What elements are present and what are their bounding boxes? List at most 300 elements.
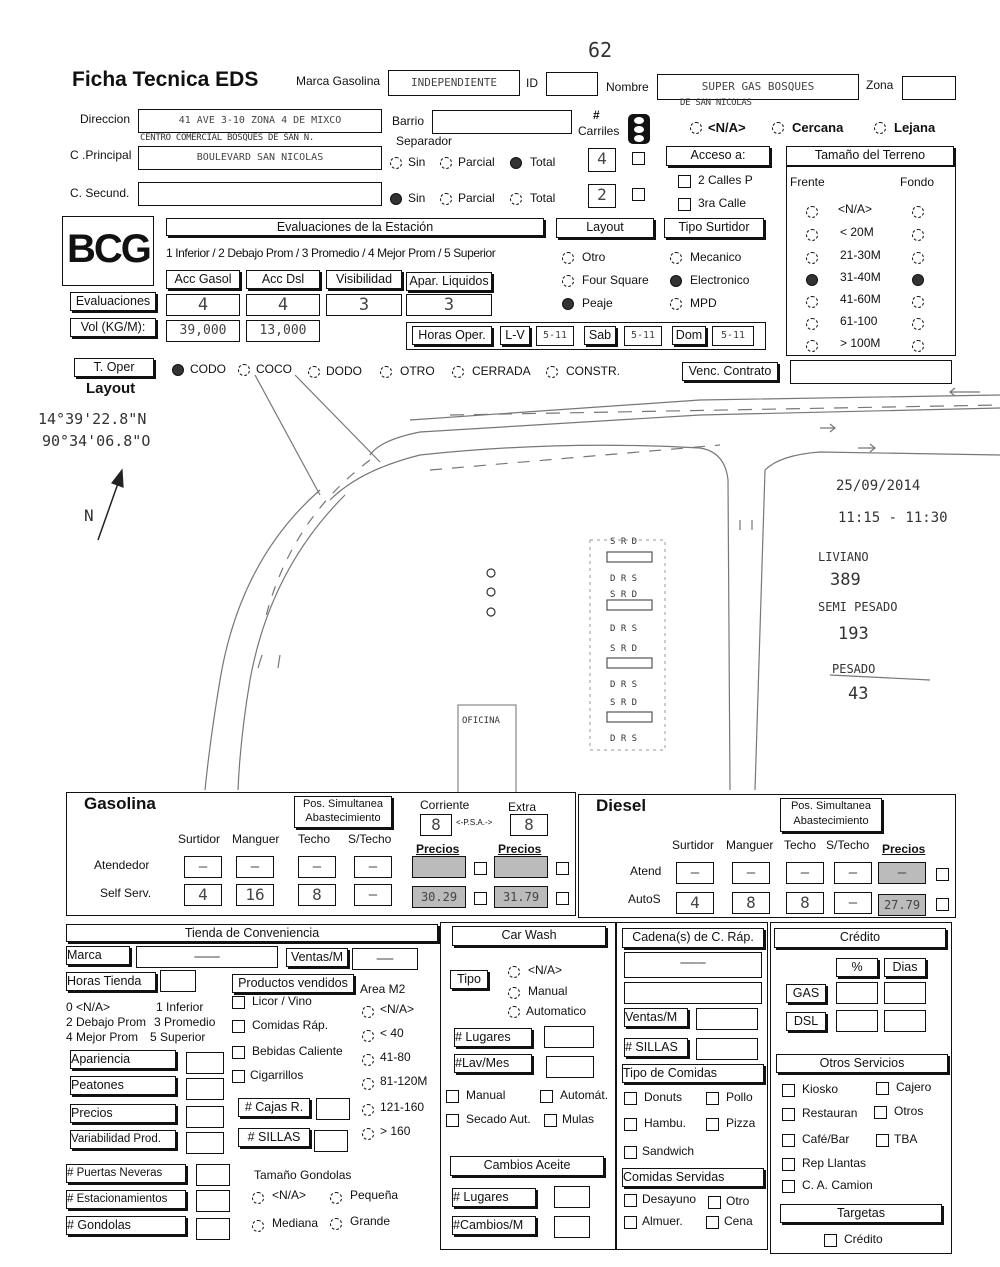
- self-precio-extra[interactable]: 31.79: [494, 886, 548, 908]
- credito-gas-label: GAS: [786, 984, 826, 1003]
- dsl-atend-manguer[interactable]: —: [732, 862, 770, 884]
- gasolina-pos-label: Pos. Simultanea Abastecimiento: [294, 796, 392, 828]
- horas-lv-field[interactable]: 5-11: [536, 326, 574, 346]
- estacionamientos-label: # Estacionamientos: [66, 1190, 186, 1209]
- layout-header: Layout: [556, 218, 654, 238]
- area-160plus-radio[interactable]: [362, 1128, 374, 1140]
- toper-otro-radio[interactable]: [380, 366, 392, 378]
- tamano-label: Tamaño Gondolas: [254, 1168, 352, 1182]
- evaluaciones-header: Evaluaciones de la Estación: [166, 218, 544, 236]
- servida-otro-checkbox[interactable]: [708, 1196, 721, 1209]
- servicio-otros-checkbox[interactable]: [874, 1106, 887, 1119]
- rating-precios-field[interactable]: [186, 1106, 224, 1128]
- corriente-field[interactable]: 8: [420, 814, 452, 836]
- acceso-2calles-checkbox[interactable]: [678, 175, 691, 188]
- servicio-camion-label: C. A. Camion: [802, 1178, 873, 1192]
- tamano-mediana-radio[interactable]: [252, 1220, 264, 1232]
- page-number: 62: [588, 38, 613, 62]
- toper-dodo-label: DODO: [326, 364, 362, 378]
- cadena-sillas-field[interactable]: [696, 1038, 758, 1060]
- atendedor-label: Atendedor: [94, 858, 150, 872]
- toper-codo-label: CODO: [190, 362, 226, 376]
- terreno-opt-1: < 20M: [840, 225, 874, 239]
- proximity-na-radio[interactable]: [690, 122, 702, 134]
- dsl-autos-techo[interactable]: 8: [786, 892, 824, 914]
- area-label: Area M2: [360, 982, 406, 996]
- carwash-lavmes-field[interactable]: [546, 1056, 594, 1078]
- atendedor-precio-corriente[interactable]: [412, 856, 466, 878]
- frente-40-radio[interactable]: [806, 274, 818, 286]
- vol-dsl[interactable]: 13,000: [246, 320, 320, 342]
- terreno-opt-5: 61-100: [840, 314, 878, 328]
- horas-dom-label: Dom: [672, 326, 706, 345]
- barrio-label: Barrio: [392, 114, 425, 128]
- producto-comidas-label: Comidas Ráp.: [252, 1018, 329, 1032]
- horas-label: Horas Oper.: [412, 326, 492, 345]
- direccion-line2: CENTRO COMERCIAL BOSQUES DE SAN N.: [140, 133, 315, 143]
- principal-sin-radio[interactable]: [390, 157, 402, 169]
- principal-total-label: Total: [530, 155, 556, 169]
- terreno-opt-2: 21-30M: [840, 248, 881, 262]
- bcg-logo: BCG: [67, 227, 150, 271]
- carwash-auto-radio[interactable]: [508, 1006, 520, 1018]
- carwash-manual-label: Manual: [528, 984, 568, 998]
- comida-pollo-label: Pollo: [726, 1090, 753, 1104]
- coord-lat: 14°39'22.8"N: [38, 410, 147, 428]
- pump-label: D R S: [610, 574, 638, 584]
- producto-bebidas-checkbox[interactable]: [232, 1046, 245, 1059]
- liviano-count: 389: [830, 570, 861, 590]
- pesado-count: 43: [848, 684, 869, 704]
- servida-desayuno-label: Desayuno: [642, 1192, 697, 1206]
- tienda-header: Tienda de Conveniencia: [66, 924, 438, 942]
- servida-cena-checkbox[interactable]: [706, 1216, 719, 1229]
- atendedor-surtidor[interactable]: —: [184, 856, 222, 878]
- servicio-camion-checkbox[interactable]: [782, 1180, 795, 1193]
- layout-peaje-radio[interactable]: [562, 298, 574, 310]
- horas-dom-field[interactable]: 5-11: [712, 326, 754, 346]
- secund-separador-checkbox[interactable]: [632, 188, 645, 201]
- area-80-label: 41-80: [380, 1050, 411, 1064]
- fondo-100-radio[interactable]: [912, 318, 924, 330]
- servida-desayuno-checkbox[interactable]: [624, 1194, 637, 1207]
- vol-gasol[interactable]: 39,000: [166, 320, 240, 342]
- tienda-sillas-field[interactable]: [314, 1130, 348, 1152]
- pump-label: D R S: [610, 680, 638, 690]
- layout-foursquare-radio[interactable]: [562, 275, 574, 287]
- gondolas-label: # Gondolas: [66, 1216, 186, 1235]
- col-acc-dsl: Acc Dsl: [246, 270, 320, 289]
- carwash-auto-label: Automatico: [526, 1004, 587, 1018]
- tamano-mediana-label: Mediana: [272, 1216, 319, 1230]
- traffic-light-icon: [628, 114, 650, 144]
- zona-field[interactable]: [902, 76, 956, 100]
- dsl-autos-checkbox[interactable]: [936, 898, 949, 911]
- scale-3: 3 Promedio: [154, 1015, 216, 1029]
- marca-label: Marca Gasolina: [296, 74, 381, 88]
- frente-100plus-radio[interactable]: [806, 340, 818, 352]
- surtidor-mpd-label: MPD: [690, 296, 717, 310]
- carwash-automat-checkbox[interactable]: [540, 1090, 553, 1103]
- pump-label: S R D: [610, 644, 638, 654]
- tamano-grande-radio[interactable]: [330, 1218, 342, 1230]
- atendedor-extra-checkbox[interactable]: [556, 862, 569, 875]
- direccion-label: Direccion: [80, 112, 131, 126]
- carwash-tipo-label: Tipo: [450, 970, 488, 989]
- productos-label: Productos vendidos: [232, 974, 354, 993]
- surtidor-mecanico-radio[interactable]: [670, 252, 682, 264]
- zona-label: Zona: [866, 78, 894, 92]
- fondo-40-radio[interactable]: [912, 274, 924, 286]
- cadena-ventas-label: Ventas/M: [624, 1008, 688, 1027]
- surtidor-electronico-radio[interactable]: [670, 275, 682, 287]
- dsl-precios: Precios: [882, 842, 926, 856]
- marca-field[interactable]: INDEPENDIENTE: [388, 70, 520, 96]
- atendedor-manguer[interactable]: —: [236, 856, 274, 878]
- acceso-3ra-label: 3ra Calle: [698, 196, 747, 210]
- atend-label: Atend: [630, 864, 662, 878]
- tamano-pequena-label: Pequeña: [350, 1188, 399, 1202]
- dsl-col-stecho: S/Techo: [826, 838, 870, 852]
- area-80-radio[interactable]: [362, 1054, 374, 1066]
- col-apar-liquidos: Apar. Liquidos: [406, 272, 492, 291]
- cambios-m-field[interactable]: [554, 1216, 590, 1238]
- secund-parcial-radio[interactable]: [440, 193, 452, 205]
- gasolina-title: Gasolina: [84, 794, 156, 813]
- gas-precios-2: Precios: [498, 842, 542, 856]
- proximity-cercana-radio[interactable]: [772, 122, 784, 134]
- rating-apariencia-field[interactable]: [186, 1052, 224, 1074]
- carwash-mulas-label: Mulas: [562, 1112, 595, 1126]
- carwash-lugares-field[interactable]: [544, 1026, 594, 1048]
- terreno-fondo: Fondo: [900, 175, 935, 189]
- toper-coco-label: COCO: [256, 362, 292, 376]
- toper-constr-radio[interactable]: [546, 366, 558, 378]
- nombre-label: Nombre: [606, 80, 649, 94]
- servida-cena-label: Cena: [724, 1214, 753, 1228]
- cadena-header: Cadena(s) de C. Ráp.: [622, 928, 764, 948]
- pump-label: S R D: [610, 698, 638, 708]
- nombre-field[interactable]: SUPER GAS BOSQUES: [657, 74, 859, 100]
- self-extra-checkbox[interactable]: [556, 892, 569, 905]
- toper-cerrada-radio[interactable]: [452, 366, 464, 378]
- gas-col-stecho: S/Techo: [348, 832, 392, 846]
- self-corriente-checkbox[interactable]: [474, 892, 487, 905]
- survey-time: 11:15 - 11:30: [838, 510, 948, 526]
- extra-field[interactable]: 8: [510, 814, 548, 836]
- dsl-atend-stecho[interactable]: —: [834, 862, 872, 884]
- carwash-header: Car Wash: [452, 926, 606, 946]
- principal-total-radio[interactable]: [510, 157, 522, 169]
- tamano-na-label: <N/A>: [272, 1188, 307, 1202]
- scale-2: 2 Debajo Prom: [66, 1015, 147, 1029]
- horas-tienda-field[interactable]: [160, 970, 196, 992]
- area-160plus-label: > 160: [380, 1124, 411, 1138]
- dsl-autos-manguer[interactable]: 8: [732, 892, 770, 914]
- diesel-title: Diesel: [596, 796, 647, 815]
- toper-coco-radio[interactable]: [238, 364, 250, 376]
- id-field[interactable]: [546, 72, 598, 96]
- comida-pizza-checkbox[interactable]: [706, 1118, 719, 1131]
- horas-lv-label: L-V: [500, 326, 530, 345]
- area-na-radio[interactable]: [362, 1006, 374, 1018]
- servicio-tba-checkbox[interactable]: [876, 1134, 889, 1147]
- area-160-radio[interactable]: [362, 1104, 374, 1116]
- frente-20-radio[interactable]: [806, 229, 818, 241]
- layout-title: Layout: [86, 380, 136, 397]
- cambios-lugares-field[interactable]: [554, 1186, 590, 1208]
- carwash-na-radio[interactable]: [508, 966, 520, 978]
- principal-parcial-radio[interactable]: [440, 157, 452, 169]
- col-acc-gasol: Acc Gasol: [166, 270, 240, 289]
- dsl-autos-surtidor[interactable]: 4: [676, 892, 714, 914]
- principal-carriles-field[interactable]: 4: [588, 148, 616, 172]
- secund-carriles-field[interactable]: 2: [588, 184, 616, 208]
- atendedor-techo[interactable]: —: [298, 856, 336, 878]
- barrio-field[interactable]: [432, 110, 572, 134]
- vol-label: Vol (KG/M):: [70, 318, 156, 337]
- nombre-line2: DE SAN NICOLAS: [680, 98, 752, 108]
- fondo-na-radio[interactable]: [912, 206, 924, 218]
- carriles-hash: #: [593, 108, 600, 122]
- fondo-60-radio[interactable]: [912, 296, 924, 308]
- self-stecho[interactable]: —: [354, 884, 392, 906]
- self-label: Self Serv.: [100, 886, 152, 900]
- toper-otro-label: OTRO: [400, 364, 435, 378]
- self-precio-corriente[interactable]: 30.29: [412, 886, 466, 908]
- self-manguer[interactable]: 16: [236, 884, 274, 906]
- cajas-label: # Cajas R.: [238, 1098, 310, 1117]
- tienda-sillas-label: # SILLAS: [238, 1128, 310, 1147]
- rating-variabilidad: Variabilidad Prod.: [70, 1130, 176, 1149]
- self-techo[interactable]: 8: [298, 884, 336, 906]
- credito-pct-label: %: [836, 958, 878, 977]
- dsl-autos-stecho[interactable]: —: [834, 892, 872, 914]
- principal-separador-checkbox[interactable]: [632, 152, 645, 165]
- servida-almuer-checkbox[interactable]: [624, 1216, 637, 1229]
- toper-constr-label: CONSTR.: [566, 364, 620, 378]
- pump-label: S R D: [610, 537, 638, 547]
- carwash-na-label: <N/A>: [528, 963, 563, 977]
- gas-col-manguer: Manguer: [232, 832, 280, 846]
- terreno-opt-3: 31-40M: [840, 270, 881, 284]
- area-160-label: 121-160: [380, 1100, 425, 1114]
- dsl-autos-precio[interactable]: 27.79: [878, 894, 926, 916]
- credito-header: Crédito: [774, 928, 946, 948]
- evaluaciones-scale: 1 Inferior / 2 Debajo Prom / 3 Promedio / 4 Mejor Prom / 5 Superior: [166, 246, 496, 260]
- cambios-m-label: #Cambios/M: [452, 1216, 536, 1235]
- carwash-manual-radio[interactable]: [508, 987, 520, 999]
- terreno-opt-0: <N/A>: [838, 202, 873, 216]
- liviano-label: LIVIANO: [818, 550, 869, 564]
- neveras-field[interactable]: [196, 1164, 230, 1186]
- scale-5: 5 Superior: [150, 1030, 206, 1044]
- tienda-ventas-label: Ventas/M: [286, 948, 348, 967]
- frente-30-radio[interactable]: [806, 252, 818, 264]
- otros-servicios-header: Otros Servicios: [776, 1054, 948, 1073]
- comida-pollo-checkbox[interactable]: [706, 1092, 719, 1105]
- evaluaciones-row-label: Evaluaciones: [70, 292, 156, 311]
- separador-label: Separador: [396, 134, 453, 148]
- fondo-100plus-radio[interactable]: [912, 340, 924, 352]
- servicio-cafe-checkbox[interactable]: [782, 1134, 795, 1147]
- pump-label: D R S: [610, 734, 638, 744]
- secund-total-label: Total: [530, 191, 556, 205]
- acceso-3ra-checkbox[interactable]: [678, 198, 691, 211]
- frente-na-radio[interactable]: [806, 206, 818, 218]
- carwash-manual-checkbox[interactable]: [446, 1090, 459, 1103]
- frente-100-radio[interactable]: [806, 318, 818, 330]
- toper-cerrada-label: CERRADA: [472, 364, 531, 378]
- dsl-atend-precio[interactable]: —: [878, 862, 926, 884]
- dsl-atend-surtidor[interactable]: —: [676, 862, 714, 884]
- carwash-lugares-label: # Lugares: [454, 1028, 532, 1047]
- secund-label: C. Secund.: [70, 186, 130, 200]
- terreno-frente: Frente: [790, 175, 825, 189]
- dsl-col-surtidor: Surtidor: [672, 838, 715, 852]
- direccion-field[interactable]: 41 AVE 3-10 ZONA 4 DE MIXCO: [138, 109, 382, 133]
- tienda-marca-label: Marca: [66, 946, 130, 965]
- producto-bebidas-label: Bebidas Caliente: [252, 1044, 343, 1058]
- surtidor-mpd-radio[interactable]: [670, 298, 682, 310]
- producto-licor-label: Licor / Vino: [252, 994, 312, 1008]
- servicio-llantas-label: Rep Llantas: [802, 1156, 867, 1170]
- cadena-ventas-field[interactable]: [696, 1008, 758, 1030]
- targeta-credito-label: Crédito: [844, 1232, 883, 1246]
- credito-dsl-pct[interactable]: [836, 1010, 878, 1032]
- diesel-pos-label: Pos. Simultanea Abastecimiento: [780, 798, 882, 832]
- fondo-30-radio[interactable]: [912, 252, 924, 264]
- pesado-label: PESADO: [832, 662, 876, 676]
- servida-otro-label: Otro: [726, 1194, 750, 1208]
- carwash-secado-label: Secado Aut.: [466, 1112, 531, 1126]
- comida-donuts-checkbox[interactable]: [624, 1092, 637, 1105]
- coord-lon: 90°34'06.8"O: [42, 432, 151, 450]
- credito-dsl-dias[interactable]: [884, 1010, 926, 1032]
- north-label: N: [84, 506, 94, 525]
- comida-hambu-checkbox[interactable]: [624, 1118, 637, 1131]
- gas-col-surtidor: Surtidor: [178, 832, 221, 846]
- toper-codo-radio[interactable]: [172, 364, 184, 376]
- venc-field[interactable]: [790, 360, 952, 384]
- scale-0: 0 <N/A>: [66, 1000, 111, 1014]
- dsl-atend-checkbox[interactable]: [936, 868, 949, 881]
- principal-field[interactable]: BOULEVARD SAN NICOLAS: [138, 146, 382, 170]
- dsl-col-techo: Techo: [784, 838, 817, 852]
- tamano-na-radio[interactable]: [252, 1192, 264, 1204]
- eval-visibilidad[interactable]: 3: [326, 294, 402, 316]
- fondo-20-radio[interactable]: [912, 229, 924, 241]
- toper-dodo-radio[interactable]: [308, 366, 320, 378]
- atendedor-precio-extra[interactable]: [494, 856, 548, 878]
- cadena-field[interactable]: ———: [624, 952, 762, 978]
- tienda-ventas-field[interactable]: ——: [352, 948, 418, 970]
- dsl-atend-techo[interactable]: —: [786, 862, 824, 884]
- secund-total-radio[interactable]: [510, 193, 522, 205]
- venc-label: Venc. Contrato: [682, 362, 778, 381]
- tipo-comidas-header: Tipo de Comidas: [622, 1064, 764, 1083]
- producto-licor-checkbox[interactable]: [232, 996, 245, 1009]
- targeta-credito-checkbox[interactable]: [824, 1234, 837, 1247]
- area-40-label: < 40: [380, 1026, 404, 1040]
- tamano-pequena-radio[interactable]: [330, 1192, 342, 1204]
- eval-acc-dsl[interactable]: 4: [246, 294, 320, 316]
- servicio-tba-label: TBA: [894, 1132, 918, 1146]
- gas-precios-1: Precios: [416, 842, 460, 856]
- servicio-kiosko-checkbox[interactable]: [782, 1084, 795, 1097]
- proximity-cercana-label: Cercana: [792, 120, 844, 135]
- eval-apar-liquidos[interactable]: 3: [406, 294, 492, 316]
- horas-sab-label: Sab: [584, 326, 616, 345]
- cajas-field[interactable]: [316, 1098, 350, 1120]
- credito-gas-dias[interactable]: [884, 982, 926, 1004]
- credito-gas-pct[interactable]: [836, 982, 878, 1004]
- terreno-header: Tamaño del Terreno: [786, 146, 954, 166]
- servicio-cajero-checkbox[interactable]: [876, 1082, 889, 1095]
- tamano-grande-label: Grande: [350, 1214, 391, 1228]
- oficina-label: OFICINA: [462, 716, 500, 726]
- area-120-radio[interactable]: [362, 1078, 374, 1090]
- carwash-secado-checkbox[interactable]: [446, 1114, 459, 1127]
- principal-parcial-label: Parcial: [458, 155, 495, 169]
- survey-date: 25/09/2014: [836, 478, 921, 494]
- semi-count: 193: [838, 624, 869, 644]
- gas-col-techo: Techo: [298, 832, 331, 846]
- eval-acc-gasol[interactable]: 4: [166, 294, 240, 316]
- layout-otro-radio[interactable]: [562, 252, 574, 264]
- producto-cigarrillos-checkbox[interactable]: [232, 1070, 245, 1083]
- terreno-opt-4: 41-60M: [840, 292, 881, 306]
- atendedor-stecho[interactable]: —: [354, 856, 392, 878]
- producto-cigarrillos-label: Cigarrillos: [250, 1068, 304, 1082]
- surtidor-mecanico-label: Mecanico: [690, 250, 742, 264]
- gondolas-field[interactable]: [196, 1218, 230, 1240]
- horas-sab-field[interactable]: 5-11: [624, 326, 662, 346]
- psa-label: <-P.S.A.->: [456, 818, 493, 827]
- servicio-cafe-label: Café/Bar: [802, 1132, 850, 1146]
- secund-sin-radio[interactable]: [390, 193, 402, 205]
- form-title: Ficha Tecnica EDS: [72, 68, 259, 91]
- cadena-field-2[interactable]: [624, 982, 762, 1004]
- area-40-radio[interactable]: [362, 1030, 374, 1042]
- rating-peatones-field[interactable]: [186, 1078, 224, 1100]
- servicio-restauran-checkbox[interactable]: [782, 1108, 795, 1121]
- tienda-marca-field[interactable]: ———: [136, 946, 278, 968]
- area-120-label: 81-120M: [380, 1074, 428, 1088]
- layout-foursquare-label: Four Square: [582, 273, 649, 287]
- secund-field[interactable]: [138, 182, 382, 206]
- comida-sandwich-checkbox[interactable]: [624, 1146, 637, 1159]
- comida-pizza-label: Pizza: [726, 1116, 756, 1130]
- logo-box: [62, 216, 154, 286]
- rating-variabilidad-field[interactable]: [186, 1132, 224, 1154]
- extra-label: Extra: [508, 800, 537, 814]
- cambios-lugares-label: # Lugares: [452, 1188, 536, 1207]
- estacionamientos-field[interactable]: [196, 1190, 230, 1212]
- rating-apariencia: Apariencia: [70, 1050, 176, 1069]
- proximity-lejana-radio[interactable]: [874, 122, 886, 134]
- layout-otro-label: Otro: [582, 250, 606, 264]
- producto-comidas-checkbox[interactable]: [232, 1020, 245, 1033]
- toper-label: T. Oper: [74, 358, 154, 377]
- frente-60-radio[interactable]: [806, 296, 818, 308]
- acceso-header: Acceso a:: [666, 146, 770, 166]
- servida-almuer-label: Almuer.: [642, 1214, 683, 1228]
- servicio-llantas-checkbox[interactable]: [782, 1158, 795, 1171]
- self-surtidor[interactable]: 4: [184, 884, 222, 906]
- atendedor-corriente-checkbox[interactable]: [474, 862, 487, 875]
- carwash-mulas-checkbox[interactable]: [544, 1114, 557, 1127]
